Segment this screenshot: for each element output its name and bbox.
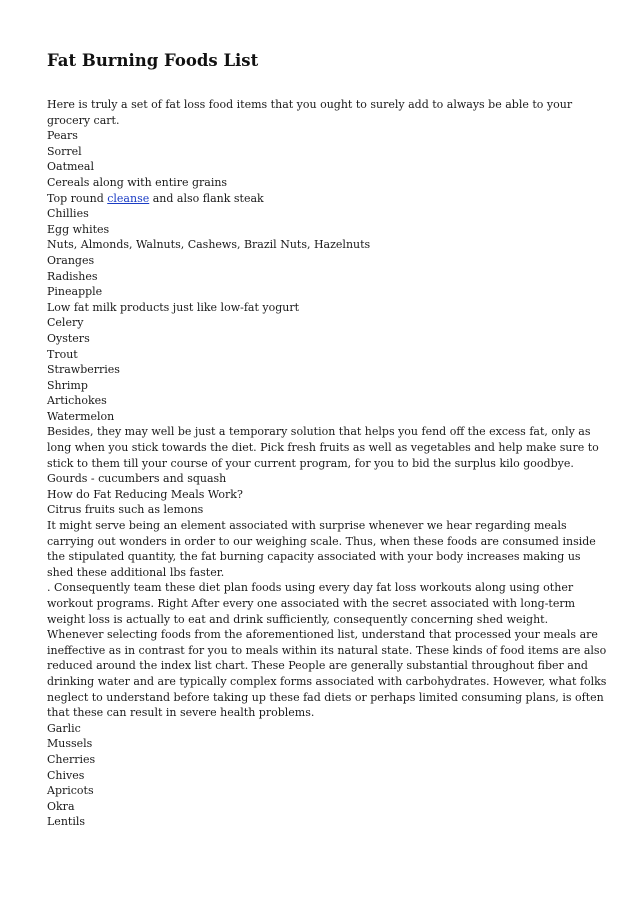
list-item: How do Fat Reducing Meals Work? <box>47 487 243 501</box>
body-paragraph: It might serve being an element associated with surprise whenever we hear regarding meals carrying out wonders in order to our weighing scale. Thus, when these foods are consumed inside the stipulated quantity, the fat burning capacity associated with your body increases making us shed these additional lbs faster. <box>47 519 596 579</box>
list-item: Mussels <box>47 737 93 751</box>
list-item: Pineapple <box>47 285 103 299</box>
list-item: Sorrel <box>47 144 82 158</box>
list-item: Celery <box>47 316 84 330</box>
list-item: Oatmeal <box>47 160 95 174</box>
list-item: Chillies <box>47 207 89 221</box>
list-item: Strawberries <box>47 363 120 377</box>
list-item-with-link <box>47 191 607 207</box>
list-item: Oranges <box>47 253 95 267</box>
top-round-text-before: Top round <box>47 191 108 205</box>
list-item: Apricots <box>47 784 94 798</box>
list-item: Radishes <box>47 269 98 283</box>
list-item: Garlic <box>47 721 81 735</box>
list-item: Gourds - cucumbers and squash <box>47 472 227 486</box>
page-title: Fat Burning Foods List <box>47 51 259 70</box>
list-item: Trout <box>47 347 78 361</box>
list-item: Watermelon <box>47 409 115 423</box>
list-item: Artichokes <box>47 394 107 408</box>
intro-paragraph: Here is truly a set of fat loss food items that you ought to surely add to always be able to your grocery cart. <box>47 98 573 127</box>
list-item: Okra <box>47 799 75 813</box>
list-item: Low fat milk products just like low-fat yogurt <box>47 300 300 314</box>
list-item: Lentils <box>47 815 86 829</box>
list-item: Oysters <box>47 331 90 345</box>
body-paragraph: Besides, they may well be just a temporary solution that helps you fend off the excess fat, only as long when you stick towards the diet. Pick fresh fruits as well as vegetables and help make sure to stick to them till your course of your current program, for you to bid the surplus kilo goodbye. <box>47 425 599 470</box>
list-item: Shrimp <box>47 378 88 392</box>
list-item: Nuts, Almonds, Walnuts, Cashews, Brazil Nuts, Hazelnuts <box>47 238 371 252</box>
document-page <box>47 49 607 830</box>
list-item: Cereals along with entire grains <box>47 175 228 189</box>
list-item: Pears <box>47 129 78 143</box>
list-item: Cherries <box>47 752 96 766</box>
cleanse-link[interactable]: cleanse <box>107 191 150 205</box>
top-round-text-after: and also flank steak <box>149 191 264 205</box>
body-paragraph: . Consequently team these diet plan foods using every day fat loss workouts along using other workout programs. Right After every one associated with the secret associated with long-term weight loss is actually to eat and drink sufficiently, consequently concerning shed weight. Whenever selecting foods from the aforementioned list, understand that processed your meals are ineffective as in contrast for you to meals within its natural state. These kinds of food items are also reduced around the index list chart. These People are generally substantial throughout fiber and drinking water and are typically complex forms associated with carbohydrates. However, what folks neglect to understand before taking up these fad diets or perhaps limited consuming plans, is often that these can result in severe health problems. <box>47 581 607 720</box>
list-item: Egg whites <box>47 222 110 236</box>
list-item: Citrus fruits such as lemons <box>47 503 204 517</box>
document-body <box>47 97 607 830</box>
list-item: Chives <box>47 768 85 782</box>
